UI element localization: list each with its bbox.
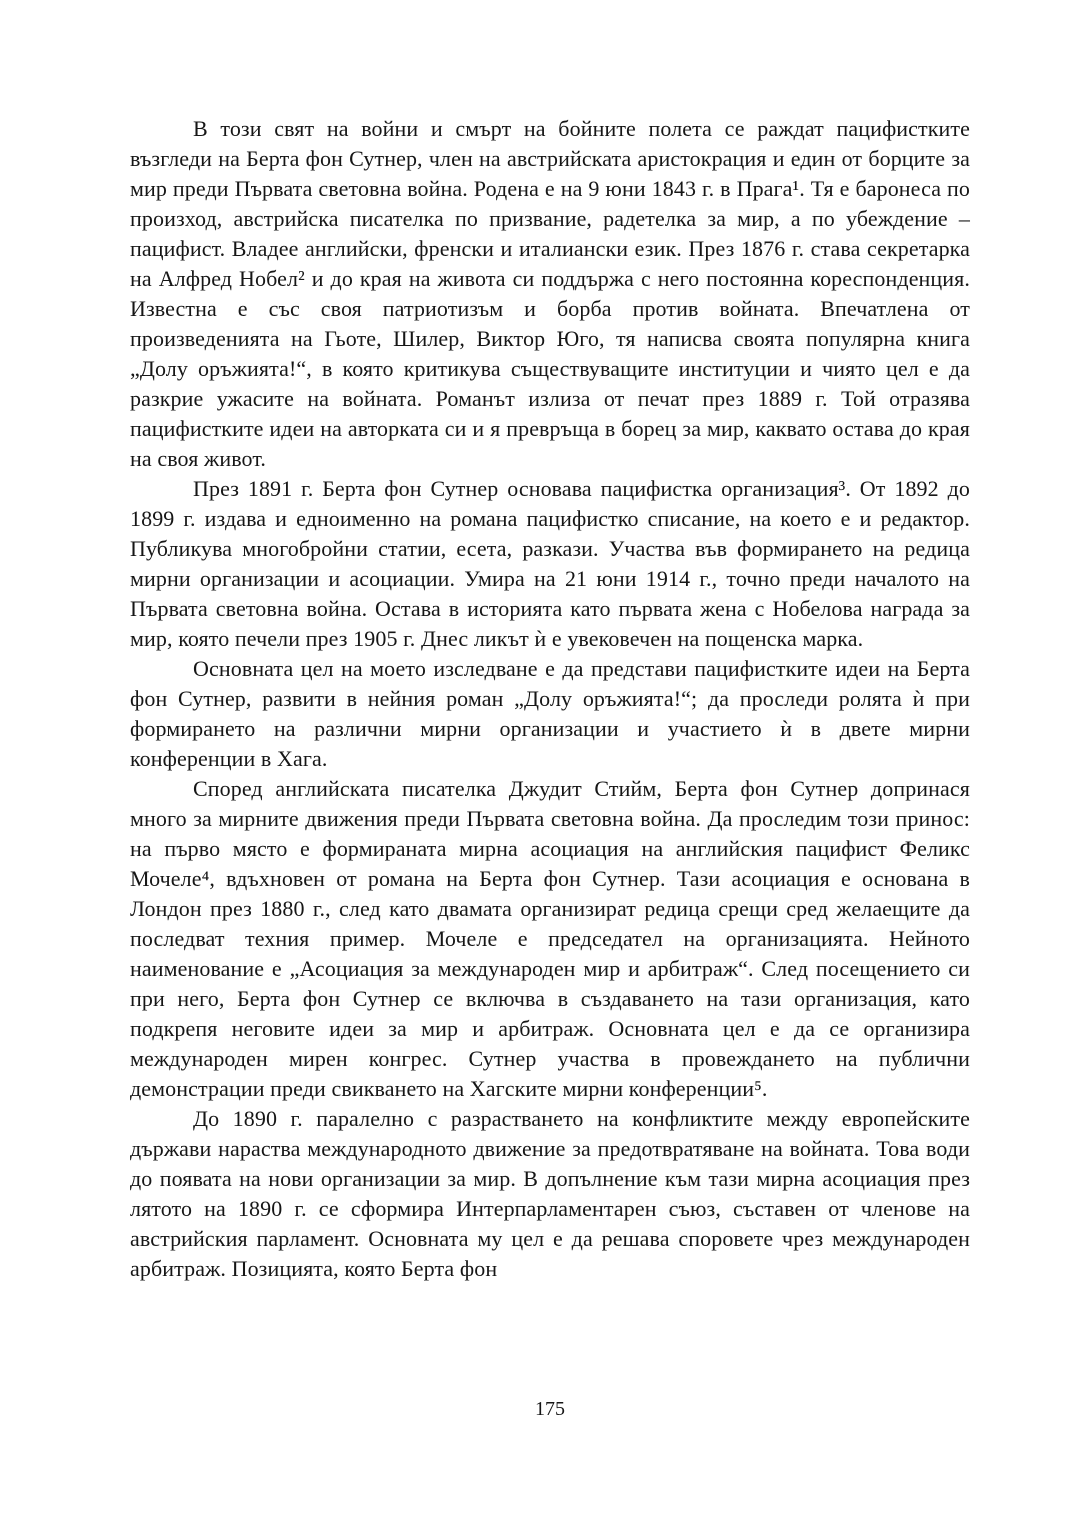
paragraph: В този свят на войни и смърт на бойните полета се раждат пацифистките възгледи на Берта фон Сутнер, член на австрийската аристокрация и един от борците за мир преди Първата световна война. Родена е на 9 юни 1843 г. в Прага¹. Тя е баронеса по произход, австрийска писателка по призвание, радетелка за мир, а по убеждение – пацифист. Владее английски, френски и италиански език. През 1876 г. става секретарка на Алфред Нобел² и до края на живота си поддържа с него постоянна кореспонденция. Известна е със своя патриотизъм и борба против войната. Впечатлена от произведенията на Гьоте, Шилер, Виктор Юго, тя написва своята популярна книга „Долу оръжията!“, в която критикува съществуващите институции и чиято цел е да разкрие ужасите на войната. Романът излиза от печат през 1889 г. Той отразява пацифистките идеи на авторката си и я превръща в борец за мир, каквато остава до края на своя живот. (130, 116, 970, 471)
body-text (130, 114, 970, 1284)
paragraph: До 1890 г. паралелно с разрастването на конфликтите между европейските държави нараства международното движение за предотвратяване на войната. Това води до появата на нови организации за мир. В допълнение към тази мирна асоциация през лятото на 1890 г. се сформира Интерпарламентарен съюз, съставен от членове на австрийския парламент. Основната му цел е да решава споровете чрез международен арбитраж. Позицията, която Берта фон (130, 1106, 970, 1281)
paragraph: През 1891 г. Берта фон Сутнер основава пацифистка организация³. От 1892 до 1899 г. издава и едноименно на романа пацифистко списание, на което е и редактор. Публикува многобройни статии, есета, разкази. Участва във формирането на редица мирни организации и асоциации. Умира на 21 юни 1914 г., точно преди началото на Първата световна война. Остава в историята като първата жена с Нобелова награда за мир, която печели през 1905 г. Днес ликът ѝ е увековечен на пощенска марка. (130, 476, 970, 651)
paragraph: Според английската писателка Джудит Стийм, Берта фон Сутнер допринася много за мирните движения преди Първата световна война. Да проследим този принос: на първо място е формираната мирна асоциация на английския пацифист Феликс Мочеле⁴, вдъхновен от романа на Берта фон Сутнер. Тази асоциация е основана в Лондон през 1880 г., след като двамата организират редица срещи сред желаещите да последват техния пример. Мочеле е председател на организацията. Нейното наименование е „Асоциация за международен мир и арбитраж“. След посещението си при него, Берта фон Сутнер се включва в създаването на тази организация, като подкрепя неговите идеи за мир и арбитраж. Основната цел е да се организира международен мирен конгрес. Сутнер участва в провеждането на публични демонстрации преди свикването на Хагските мирни конференции⁵. (130, 776, 970, 1101)
paragraph: Основната цел на моето изследване е да представи пацифистките идеи на Берта фон Сутнер, развити в нейния роман „Долу оръжията!“; да проследи ролята ѝ при формирането на различни мирни организации и участието ѝ в двете мирни конференции в Хага. (130, 656, 970, 771)
page-number: 175 (535, 1398, 565, 1420)
